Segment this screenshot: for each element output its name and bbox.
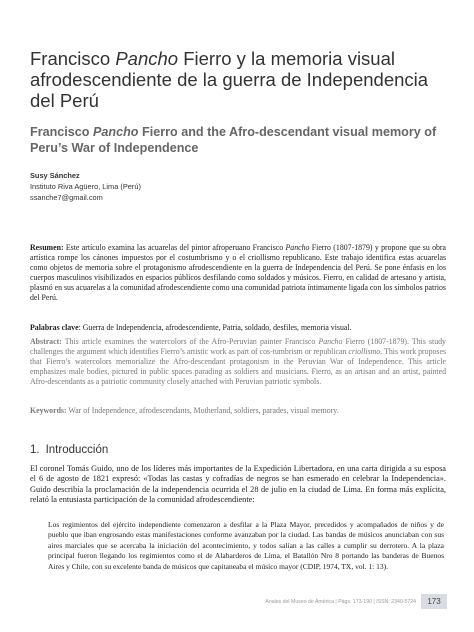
abstract-italic: Pancho [285,243,310,252]
keywords-english [30,406,446,416]
section-number: 1. [30,444,40,456]
author-email: ssanche7@gmail.com [30,193,103,202]
title-text: Fierro and the Afro-descendant visual memory of Peru’s War of Independence [30,125,437,155]
keywords-spanish [30,323,446,333]
title-italic-name: Pancho [115,48,179,69]
section-title: Introducción [45,444,109,456]
keywords-label: Keywords: [30,406,67,415]
abstract-text: Fierro (1807-1879) y propone que su obra artística rompe los cánones impuestos por el costumbrismo y o el criollismo republicano. Este trabajo identifica estas acuarelas como objetos de memoria sobre el protagonismo afrodescendiente en la guerra de Independencia del Perú. Se pone énfasis en los cuerpos masculinos visibilizados en espacios públicos desfilando como soldados y músicos. Fierro, en calidad de artesano y artista, plasmó en sus acuarelas a la comunidad afrodescendiente como una comunidad patriota íntimamente ligada con los símbolos patrios del Perú. [30,243,447,302]
abstract-text: Fierro (1807-1879). This study challenges the argument which identifies Fierro’s artistic work as part of cos-tumbrism or republican [30,337,446,356]
author-block [30,170,330,203]
title-text: Fierro y la memoria visual afrodescendiente de la guerra de Independencia del Perú [30,48,429,111]
author-affiliation: Instituto Riva Agüero, Lima (Perú) [30,182,141,191]
abstract-spanish [30,243,446,302]
section-heading [30,444,108,456]
abstract-text: Este artículo examina las acuarelas del pintor afroperuano Francisco [63,243,286,252]
journal-footer: Anales del Museo de América | Págs. 173-190 | ISSN: 2340-5724 [265,599,416,605]
keywords-text: War of Independence, afrodescendants, Motherland, soldiers, parades, visual memory. [66,406,339,415]
abstract-italic: Pancho [318,337,343,346]
abstract-label: Abstract: [30,337,62,346]
article-title-spanish [30,48,450,111]
abstract-label: Resumen: [30,243,64,252]
abstract-english [30,337,446,387]
author-name: Susy Sánchez [30,171,80,180]
body-paragraph: El coronel Tomás Guido, uno de los líderes más importantes de la Expedición Libertadora, en una carta dirigida a su esposa el 6 de agosto de 1821 expresó: «Todas las castas y cofradías de negros se han esmerado en celebrar la Independencia». Guido describía la proclamación de la independencia ocurrida el 28 de julio en la ciudad de Lima. En forma más explícita, relató la entusiasta participación de la comunidad afrodescendiente: [30,464,446,505]
abstract-italic: criollismo [348,346,381,356]
abstract-text: This article examines the watercolors of the Afro-Peruvian painter Francisco [61,337,319,346]
abstract-text: . This work proposes that Fierro’s watercolors memorialize the Afro-descendant protagonism in the Peruvian War of Independence. This article emphasizes male bodies, pictured in public spaces parading as soldiers and musicians. Fierro, as an artisan and an artist, painted Afro-descendants as a patriotic community closely attached with Peruvian patriotic symbols. [30,346,447,386]
title-text: Francisco [30,125,93,139]
title-italic-name: Pancho [93,125,139,139]
title-text: Francisco [30,48,116,69]
block-quote: Los regimientos del ejército independiente comenzaron a desfilar a la Plaza Mayor, precedidos y acompañados de niños y de pueblo que iban engrosando estas manifestaciones conforme avanzaban por la ciudad. Las bandas de músicos anunciaban con sus aires marciales que se acercaba la iniciación del acontecimiento, y todos salían a las calles a cumplir su derrotero. A la plaza principal fueron llegando los regimientos como el de Alabarderos de Lima, el Batallón Nro 8 portando las banderas de Buenos Aires y Chile, con su excelente banda de músicos que capitaneaba el músico mayor (CDIP, 1974, TX, vol. 1: 13). [48,520,444,571]
page-number: 173 [421,594,447,609]
keywords-label: Palabras clave [30,323,79,332]
article-title-english [30,124,450,156]
keywords-text: : Guerra de Independencia, afrodescendiente, Patria, soldado, desfiles, memoria visual. [78,323,352,332]
